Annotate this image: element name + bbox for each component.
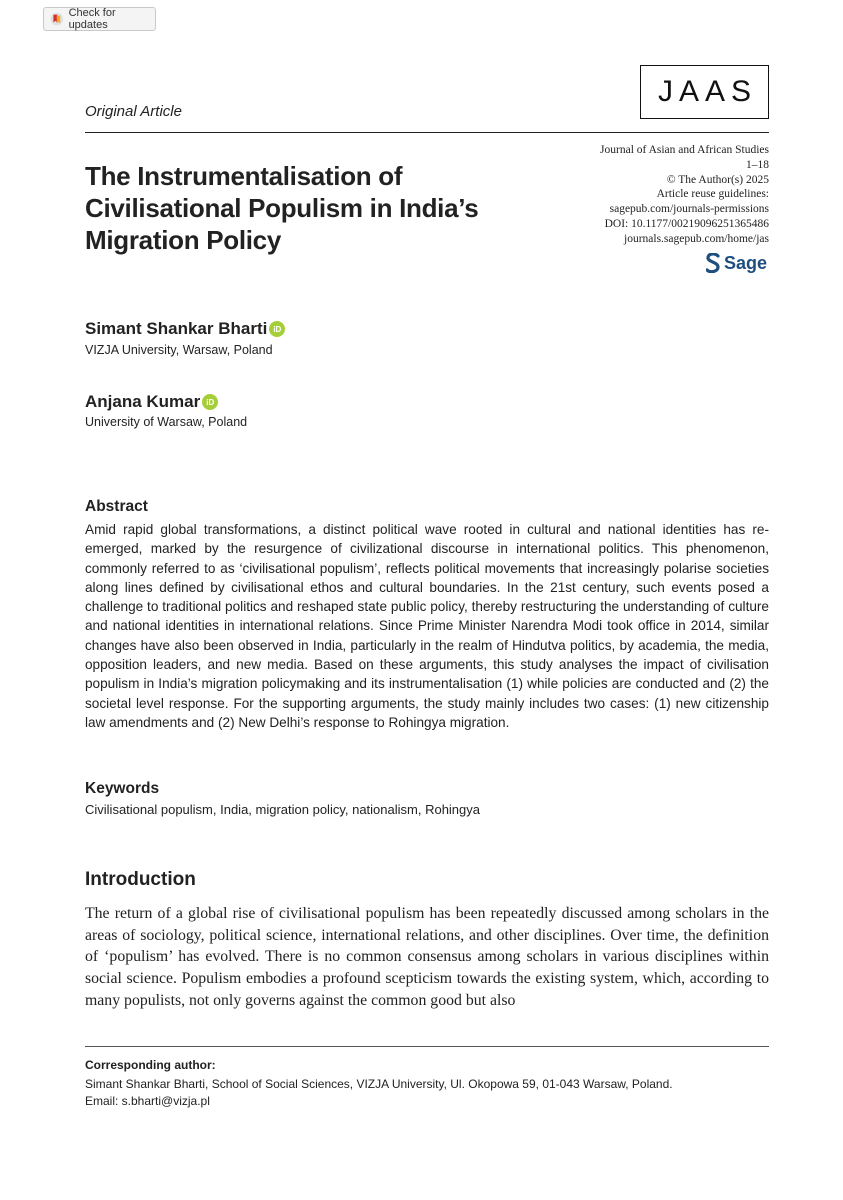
author-name-text: Anjana Kumar <box>85 392 201 411</box>
author-name <box>85 319 285 339</box>
corresponding-author-email[interactable]: Email: s.bharti@vizja.pl <box>85 1094 210 1108</box>
publisher-name: Sage <box>724 252 768 273</box>
keywords-list: Civilisational populism, India, migration policy, nationalism, Rohingya <box>85 802 481 817</box>
orcid-icon[interactable]: iD <box>202 394 218 410</box>
title-line: Migration Policy <box>85 225 282 255</box>
header-divider <box>85 132 769 133</box>
journal-home-link[interactable]: journals.sagepub.com/home/jas <box>624 232 769 245</box>
author-affiliation: University of Warsaw, Poland <box>85 415 248 429</box>
page-range: 1–18 <box>746 158 769 171</box>
check-for-updates-label: Check for updates <box>68 7 116 31</box>
abstract-body: Amid rapid global transformations, a distinct political wave rooted in cultural and national identities has re-emerged, marked by the resurgence of civilizational discourse in international politics. This phenomenon, commonly referred to as ‘civilisational populism’, reflects political movements that increasingly polarise societies along lines defined by civilisational ethos and cultural boundaries. In the 21st century, such events posed a challenge to traditional politics and reshaped state public policy, thereby restructuring the understanding of culture and national identities in international relations. Since Prime Minister Narendra Modi took office in 2014, similar changes have also been observed in India, particularly in the realm of Hindutva politics, by academia, the media, opposition leaders, and new media. Based on these arguments, this study analyses the impact of civilisation populism in India’s migration policymaking and its instrumentalisation (1) while policies are conducted and (2) the societal level response. For the supporting arguments, the study mainly includes two cases: (1) new citizenship law amendments and (2) New Delhi’s response to Rohingya migration. <box>85 522 769 730</box>
sage-s-icon <box>706 253 720 273</box>
doi[interactable]: DOI: 10.1177/00219096251365486 <box>604 217 769 230</box>
article-type: Original Article <box>85 103 182 120</box>
title-line: Civilisational Populism in India’s <box>85 193 479 223</box>
article-title <box>85 160 555 256</box>
footnote-divider <box>85 1046 769 1047</box>
title-line: The Instrumentalisation of <box>85 161 403 191</box>
author-name-text: Simant Shankar Bharti <box>85 319 268 338</box>
corresponding-author-heading: Corresponding author: <box>85 1058 216 1072</box>
bookmark-icon <box>50 12 64 26</box>
copyright: © The Author(s) 2025 <box>666 173 769 186</box>
check-for-updates-button[interactable] <box>43 7 156 31</box>
publisher-logo <box>706 250 767 276</box>
permissions-link[interactable]: sagepub.com/journals-permissions <box>609 203 769 216</box>
introduction-heading: Introduction <box>85 869 196 890</box>
reuse-guidelines-label: Article reuse guidelines: <box>656 188 769 201</box>
journal-logo-text: JAAS <box>657 75 758 108</box>
corresponding-author-details <box>85 1076 673 1110</box>
author-affiliation: VIZJA University, Warsaw, Poland <box>85 343 273 357</box>
journal-logo <box>640 65 769 119</box>
keywords-heading: Keywords <box>85 780 160 797</box>
journal-metadata <box>509 143 769 247</box>
introduction-body: The return of a global rise of civilisational populism has been repeatedly discussed among scholars in the areas of sociology, political science, international relations, and other disciplines. Over time, the definition of ‘populism’ has evolved. There is no common consensus among scholars in various disciplines within social science. Populism embodies a profound scepticism towards the existing system, which, according to many populists, not only governs against the common good but also <box>85 905 769 1009</box>
journal-name: Journal of Asian and African Studies <box>600 144 769 156</box>
abstract-heading: Abstract <box>85 498 148 515</box>
orcid-icon[interactable]: iD <box>269 321 285 337</box>
corresponding-author-address: Simant Shankar Bharti, School of Social Sciences, VIZJA University, Ul. Okopowa 59, 01-043 Warsaw, Poland. <box>85 1077 673 1091</box>
author-name <box>85 392 218 412</box>
